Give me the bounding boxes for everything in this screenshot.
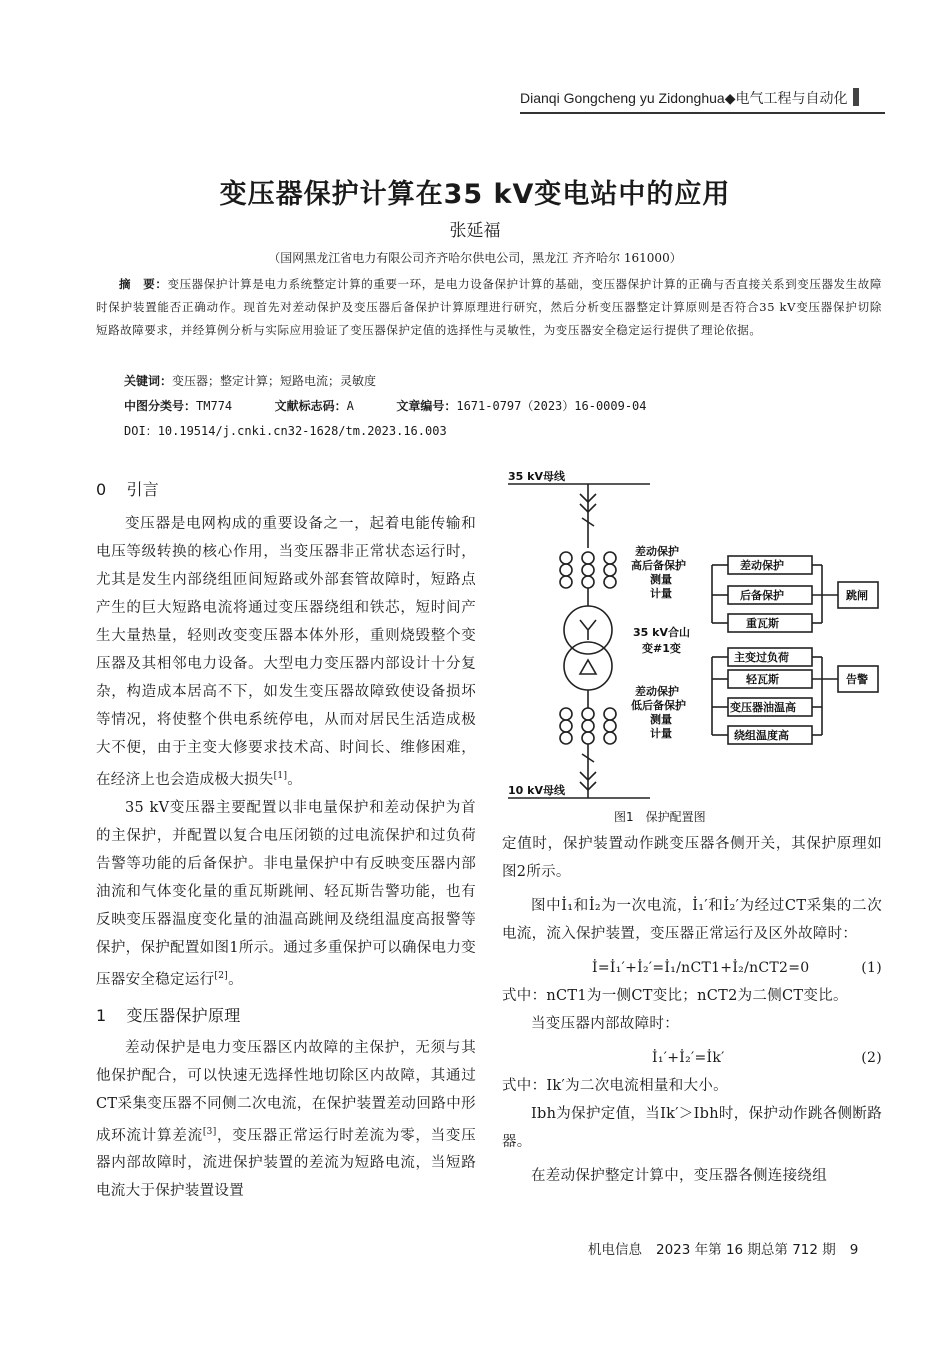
header-diamond: ◆ (724, 90, 736, 106)
figure-caption: 图1 保护配置图 (614, 810, 706, 824)
footer-issue: 2023 年第 16 期总第 712 期 (656, 1242, 836, 1258)
footer-page: 9 (849, 1242, 859, 1258)
intro-paragraph-2 (96, 794, 476, 994)
section-0-number: 0 (96, 480, 107, 499)
section-1-number: 1 (96, 1005, 107, 1025)
principle-paragraph (96, 1034, 476, 1206)
doi-value: 10.19514/j.cnki.cn32-1628/tm.2023.16.003 (157, 424, 447, 438)
right-paragraph-4: 当变压器内部故障时： (531, 1016, 679, 1032)
section-0-title: 引言 (126, 480, 160, 499)
alarm-label-2: 轻瓦斯 (746, 673, 779, 686)
right-paragraph-6: Ibh为保护定值，当Ik′＞Ibh时，保护动作跳各侧断路器。 (502, 1106, 882, 1150)
ref-2: [2] (214, 970, 229, 981)
upper-group-3: 测量 (650, 573, 672, 586)
transformer-name-2: 变#1变 (642, 642, 681, 655)
intro-paragraph-1 (96, 510, 476, 794)
article-value: 1671-0797（2023）16-0009-04 (456, 399, 647, 413)
equation-1-number: (1) (861, 960, 882, 976)
abstract-text: 变压器保护计算是电力系统整定计算的重要一环，是电力设备保护计算的基础，变压器保护计算的正确与否直接关系到变压器发生故障时保护装置能否正确动作。现首先对差动保护及变压器后备保护计算原理进行研究，然后分析变压器整定计算原则是否符合35 kV变压器保护切除短路故障要求，并经算例分析与实际应用验证了变压器保护定值的选择性与灵敏性，为变压器安全稳定运行提供了理论依据。 (96, 277, 882, 337)
equation-1-row (502, 954, 882, 982)
wye-symbol (580, 620, 596, 640)
lower-group-1: 差动保护 (635, 685, 679, 698)
doc-value: A (346, 399, 354, 413)
lower-group-4: 计量 (650, 727, 672, 740)
equation-1: İ=İ₁′+İ₂′=İ₁/nCT1+İ₂/nCT2=0 (592, 960, 810, 976)
upper-ct-stacks (560, 552, 616, 588)
right-paragraph-2: 图中İ₁和İ₂为一次电流，İ₁′和İ₂′为经过CT采集的二次电流，流入保护装置，变压器正常运行及区外故障时： (502, 898, 882, 942)
principle-text: 差动保护是电力变压器区内故障的主保护，无须与其他保护配合，可以快速无选择性地切除区内故障，其通过CT采集变压器不同侧二次电流，在保护装置差动回路中形成环流计算差流 (96, 1039, 476, 1144)
bus-10kv-label: 10 kV母线 (508, 784, 565, 797)
section-0-heading (96, 476, 476, 504)
intro-p1-text: 变压器是电网构成的重要设备之一，起着电能传输和电压等级转换的核心作用，当变压器非正常状态运行时，尤其是发生内部绕组匝间短路或外部套管故障时，短路点产生的巨大短路电流将通过变压器绕组和铁芯，短时间产生大量热量，轻则改变变压器本体外形，重则烧毁整个变压器及其相邻电力设备。大型电力变压器内部设计十分复杂，构造成本居高不下，如发生变压器故障致使设备损坏等情况，将使整个供电系统停电，从而对居民生活造成极大不便，由于主变大修要求技术高、时间长、维修困难，在经济上也会造成极大损失 (96, 516, 476, 788)
header-bar (853, 88, 859, 106)
ref-1: [1] (273, 771, 288, 781)
section-1-heading (96, 1002, 476, 1030)
right-paragraph-1: 定值时，保护装置动作跳变压器各侧开关，其保护原理如图2所示。 (502, 836, 882, 880)
doi-label: DOI： (124, 424, 158, 438)
trip-label-2: 后备保护 (740, 589, 784, 602)
keywords-text: 变压器；整定计算；短路电流；灵敏度 (172, 374, 377, 388)
intro-p2-text: 35 kV变压器主要配置以非电量保护和差动保护为首的主保护，并配置以复合电压闭锁的过电流保护和过负荷告警等功能的后备保护。非电量保护中有反映变压器内部油流和气体变化量的重瓦斯跳闸、轻瓦斯告警功能，也有反映变压器温度变化量的油温高跳闸及绕组温度高报警等保护，保护配置如图1所示。通过多重保护可以确保电力变压器安全稳定运行 (96, 799, 476, 988)
left-column (96, 476, 476, 1205)
trip-label-3: 重瓦斯 (746, 617, 779, 630)
upper-group-4: 计量 (650, 587, 672, 600)
equation-2-row (502, 1044, 882, 1072)
right-paragraph-7: 在差动保护整定计算中，变压器各侧连接绕组 (531, 1168, 827, 1184)
lower-group-2: 低后备保护 (631, 699, 686, 712)
article-label: 文章编号： (396, 399, 457, 413)
section-1-title: 变压器保护原理 (126, 1005, 241, 1025)
intro-p2-end: 。 (228, 971, 243, 988)
upper-group-1: 差动保护 (635, 545, 679, 558)
equation-2: İ₁′+İ₂′=İk′ (652, 1050, 725, 1066)
ref-3: [3] (202, 1126, 217, 1137)
keywords-label: 关键词： (124, 374, 173, 388)
paper-title: 变压器保护计算在35 kV变电站中的应用 (219, 179, 731, 210)
trip-label-1: 差动保护 (740, 559, 784, 572)
equation-2-number: (2) (861, 1050, 882, 1066)
transformer-lv-winding (564, 642, 612, 690)
doi-line (124, 422, 447, 439)
bus-35kv-label: 35 kV母线 (508, 470, 565, 483)
right-paragraph-5: 式中：Ik′为二次电流相量和大小。 (502, 1078, 728, 1094)
principle-text-end: ，变压器正常运行时差流为零，当变压器内部故障时，流进保护装置的差流为短路电流，当短路电流大于保护装置设置 (96, 1127, 476, 1200)
transformer-name-1: 35 kV合山 (633, 626, 690, 639)
doc-label: 文献标志码： (274, 399, 347, 413)
header-cn: 电气工程与自动化 (735, 90, 848, 106)
alarm-label-3: 变压器油温高 (730, 701, 796, 714)
author: 张延福 (449, 221, 501, 241)
clc-value: TM774 (196, 399, 233, 413)
lower-group-3: 测量 (650, 713, 672, 726)
intro-p1-end: 。 (287, 771, 303, 788)
page-footer (588, 1238, 888, 1258)
abstract (96, 273, 882, 342)
right-paragraph-3: 式中：nCT1为一侧CT变比；nCT2为二侧CT变比。 (502, 988, 848, 1004)
alarm-target-label: 告警 (846, 673, 868, 686)
upper-group-2: 高后备保护 (631, 559, 686, 572)
affiliation: （国网黑龙江省电力有限公司齐齐哈尔供电公司，黑龙江 齐齐哈尔 161000） (268, 251, 682, 265)
delta-symbol (580, 660, 596, 674)
clc-label: 中图分类号： (124, 399, 197, 413)
lower-ct-stacks (560, 708, 616, 744)
keywords (124, 372, 376, 389)
abstract-label: 摘 要： (119, 277, 168, 291)
right-column (502, 830, 882, 1190)
trip-target-label: 跳闸 (846, 589, 868, 602)
footer-journal: 机电信息 (588, 1242, 642, 1258)
alarm-label-4: 绕组温度高 (734, 729, 789, 742)
running-header (520, 88, 885, 114)
classification-line (124, 397, 824, 414)
protection-config-figure (500, 470, 890, 805)
header-pinyin: Dianqi Gongcheng yu Zidonghua (520, 90, 725, 106)
alarm-label-1: 主变过负荷 (734, 651, 789, 664)
